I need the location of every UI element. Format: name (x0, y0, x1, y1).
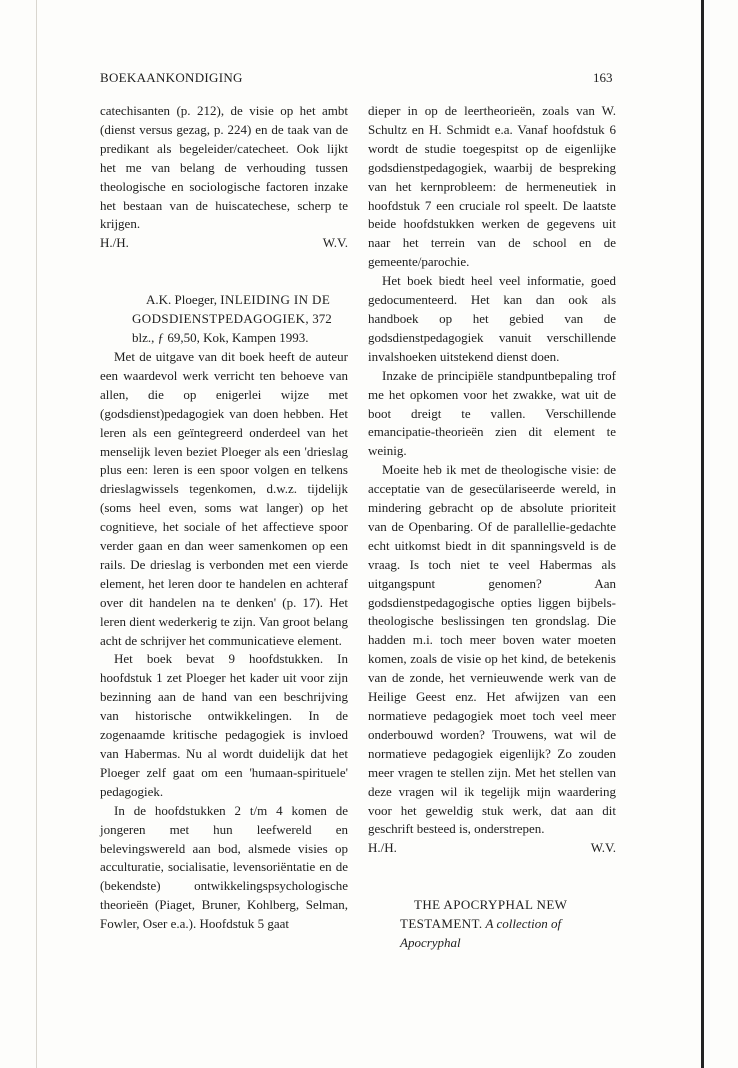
signature-right: W.V. (590, 840, 616, 856)
signature-left: H./H. (368, 840, 397, 856)
page-number: 163 (593, 70, 613, 85)
review-heading (100, 291, 348, 348)
review-heading-title: INLEIDING IN DE GODSDIENSTPEDAGOGIEK, (132, 292, 331, 327)
paragraph: Met de uitgave van dit boek heeft de auteur een waardevol werk verricht ten behoeve van allen, die op enigerlei wijze met (godsdienst)pedagogiek van doen hebben. Het leren als een geïntegreerd onderdeel van het menselijk leven beziet Ploeger als een 'drieslag plus een: leren is een spoor volgen en telkens drieslagwissels tegenkomen, d.w.z. tijdelijk (soms heel even, soms wat langer) op het cognitieve, het sociale of het affectieve spoor verder gaan en dan weer samenkomen op een rails. De drieslag is verbonden met een vierde element, het leren door te handelen en achteraf over dit handelen na te denken' (p. 17). Het leren dient wederkerig te zijn. Van groot belang acht de schrijver het communicatieve element. (100, 348, 348, 648)
signature-line (100, 234, 348, 253)
paragraph: dieper in op de leertheorieën, zoals van W. Schultz en H. Schmidt e.a. Vanaf hoofdstuk 6 wordt de studie toegespitst op de eigenlijke godsdienstpedagogiek, waarbij de bespreking van het kernprobleem: de hermeneutiek in hoofdstuk 7 een cruciale rol speelt. De laatste beide hoofdstukken werken de gegevens uit naar het terrein van de school en de gemeente/parochie. (368, 103, 616, 270)
running-title: BOEKAANKONDIGING (100, 70, 243, 85)
next-review-heading (368, 896, 616, 953)
next-review-subtitle: A collection of Apocryphal (400, 916, 562, 951)
paragraph: Moeite heb ik met de theologische visie: de acceptatie van de gesecülariseerde wereld, in mindering gebracht op de absolute prioriteit van de Openbaring. Of de parallellie-gedachte echt uitkomst biedt in dit spanningsveld is de vraag. Is toch niet te veel Habermas als uitgangspunt genomen? Aan godsdienstpedagogische opties liggen bijbels-theologische beslissingen ten grondslag. Die hadden m.i. toch meer boven water moeten komen, zoals de visie op het kind, de betekenis van de zonde, het vernieuwende werk van de Heilige Geest enz. Het afwijzen van een normatieve pedagogiek moet toch veel meer onderbouwd worden? Trouwens, wat wil de normatieve pedagogiek eigenlijk? Zo zouden meer vragen te stellen zijn. Met het stellen van deze vragen wil ik tegelijk mijn waardering voor het geweldig stuk werk, dat aan dit geschrift besteed is, onderstrepen. (368, 462, 616, 837)
review-heading-author: A.K. Ploeger, (146, 292, 221, 308)
signature-right: W.V. (322, 235, 348, 251)
paragraph: In de hoofdstukken 2 t/m 4 komen de jongeren met hun leefwereld en belevingswereld aan bod, alsmede visies op acculturatie, socialisatie, levensoriëntatie en de (bekendste) ontwikkelingspsychologische theorieën (Piaget, Bruner, Kohlberg, Selman, Fowler, Oser e.a.). Hoofdstuk 5 gaat (100, 802, 348, 932)
review-heading-details: 372 blz., ƒ 69,50, Kok, Kampen 1993. (132, 311, 332, 346)
paragraph: Inzake de principiële standpuntbepaling trof me het opkomen voor het zwakke, wat uit de boot dreigt te vallen. Verschillende emancipatie-theorieën zien dit element te weinig. (368, 367, 616, 459)
page-right-edge (701, 0, 704, 1068)
signature-line (368, 839, 616, 858)
continued-paragraph: catechisanten (p. 212), de visie op het ambt (dienst versus gezag, p. 224) en de taak van de predikant als begeleider/catecheet. Ook lijkt het me van belang de verhouding tussen theologische en sociologische factoren inzake het bestaan van de huiscatechese, scherp te krijgen. (100, 103, 348, 232)
next-review-title: THE APOCRYPHAL NEW TESTAMENT. (400, 897, 568, 932)
right-column (368, 102, 616, 953)
left-column (100, 102, 348, 934)
page-left-edge (36, 0, 37, 1068)
paragraph: Het boek bevat 9 hoofdstukken. In hoofdstuk 1 zet Ploeger het kader uit voor zijn bezinning aan de hand van een beschrijving van historische ontwikkelingen. In de zogenaamde kritische pedagogiek is invloed van Habermas. Nu al wordt duidelijk dat het Ploeger zelf gaat om een 'humaan-spirituele' pedagogiek. (100, 651, 348, 799)
section-spacer (368, 858, 616, 896)
paragraph: Het boek biedt heel veel informatie, goed gedocumenteerd. Het kan dan ook als handboek op het gebied van de godsdienstpedagogiek vanuit verschillende invalshoeken uitstekend dienst doen. (368, 273, 616, 364)
section-spacer (100, 253, 348, 291)
signature-left: H./H. (100, 235, 129, 251)
